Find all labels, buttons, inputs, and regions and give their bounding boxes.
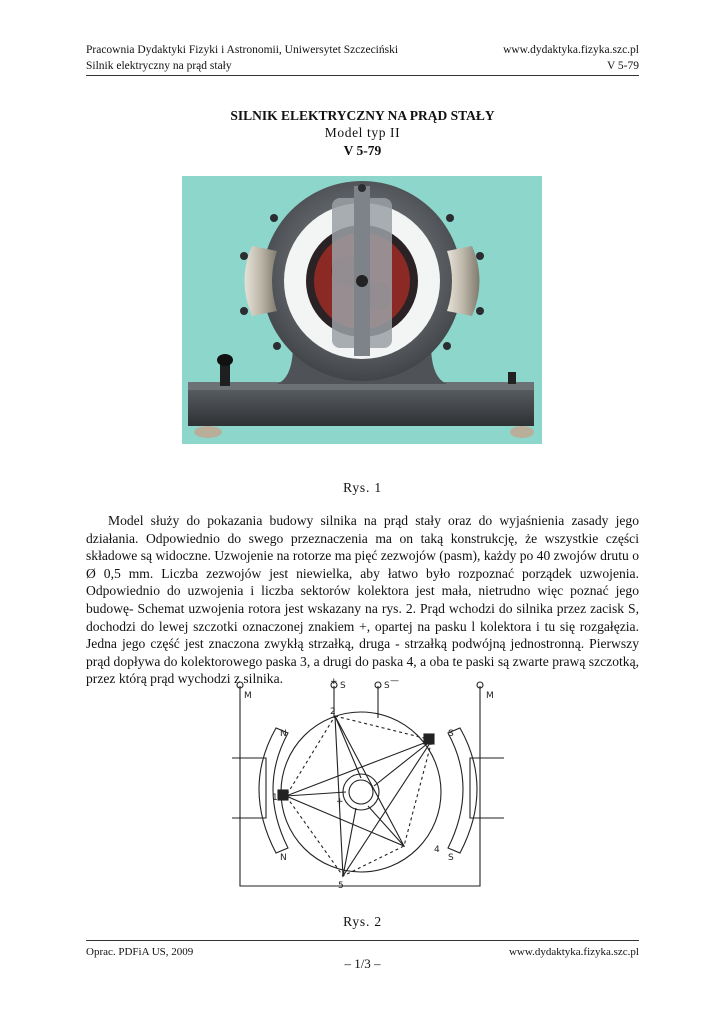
header-institution: Pracownia Dydaktyki Fizyki i Astronomii, Uniwersytet Szczeciński [86, 44, 399, 56]
page-code: V 5-79 [343, 143, 382, 158]
header-website: www.dydaktyka.fizyka.szc.pl [503, 44, 639, 56]
label-s-right: S [384, 681, 390, 691]
header-rule [86, 75, 639, 76]
label-pole-n-bottom: N [280, 853, 287, 863]
page-subtitle: Model typ II [324, 125, 401, 140]
label-num-1: 1 [272, 793, 278, 803]
label-m-left: M [244, 691, 252, 701]
label-num-4: 4 [434, 845, 440, 855]
footer-author: Oprac. PDFiA US, 2009 [86, 946, 194, 958]
header-code: V 5-79 [606, 60, 639, 72]
winding-diagram [228, 678, 508, 900]
page-number: – 1/3 – [344, 956, 381, 971]
label-plus: + [330, 678, 338, 687]
footer-website: www.dydaktyka.fizyka.szc.pl [508, 946, 639, 958]
label-pole-n-top: N [280, 729, 287, 739]
label-minus: — [390, 678, 399, 686]
label-s-left: S [340, 681, 346, 691]
label-m-right: M [486, 691, 494, 701]
label-pole-s-top: S [448, 729, 454, 739]
page-title: SILNIK ELEKTRYCZNY NA PRĄD STAŁY [230, 108, 495, 123]
footer-rule [86, 940, 639, 941]
figure2-caption: Rys. 2 [343, 914, 382, 929]
label-num-3: 3 [428, 737, 434, 747]
label-num-2: 2 [330, 707, 336, 717]
label-pole-s-bottom: S [448, 853, 454, 863]
body-paragraph: Model służy do pokazania budowy silnika na prąd stały oraz do wyjaśnienia zasady jego działania. Odpowiednio do swego przeznaczenia ma on taką konstrukcję, że wszystkie części składowe są widoczne. Uzwojenie na rotorze ma pięć zezwojów (pasm), każdy po 40 zwojów drutu o Ø 0,5 mm. Liczba zezwojów jest niewielka, aby łatwo było rozpoznać porządek uzwojenia. Odpowiednio do uzwojenia i liczba sektorów kolektora jest mała, nietrudno więc poznać jego budowę- Schemat uzwojenia rotora jest wskazany na rys. 2. Prąd wchodzi do silnika przez zacisk S, dochodzi do lewej szczotki oznaczonej znakiem +, opartej na pasku l kolektora i tu się rozgałęzia. Jedna jego część jest znaczona zwykłą strzałką, druga - strzałką podwójną jednostronną. Pierwszy prąd dopływa do kolektorowego paska 3, a drugi do paska 4, a oba te paski są zwarte prawą szczotką, przez którą prąd wychodzi z silnika. [86, 513, 640, 687]
label-num-5: 5 [338, 881, 344, 891]
figure1-caption: Rys. 1 [343, 480, 382, 495]
header-topic: Silnik elektryczny na prąd stały [86, 60, 232, 72]
label-center-plus: + [336, 797, 344, 807]
motor-photo [182, 176, 542, 444]
